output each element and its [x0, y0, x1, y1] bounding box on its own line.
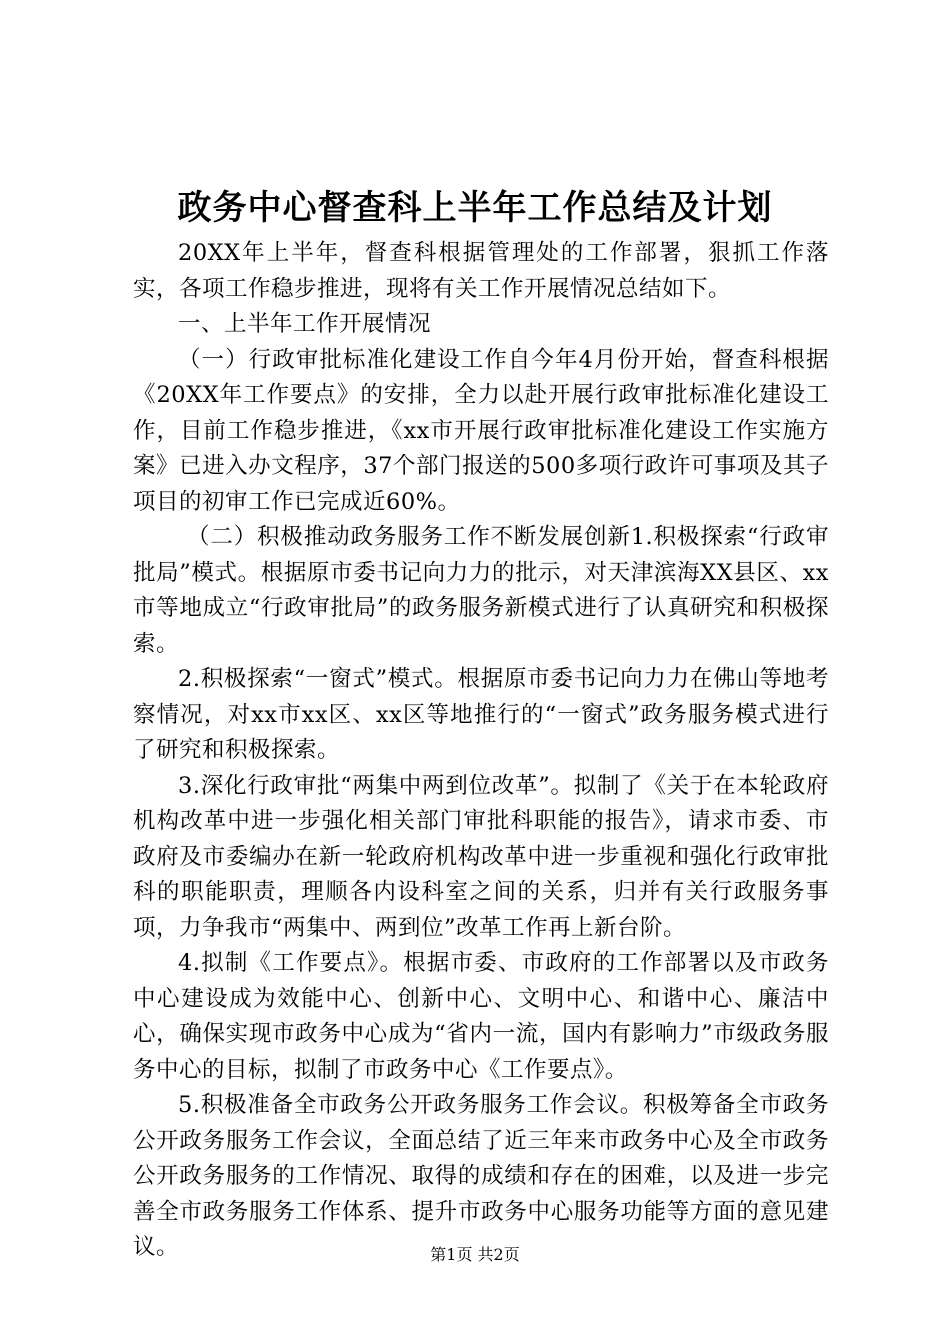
- document-title: 政务中心督查科上半年工作总结及计划: [177, 188, 773, 228]
- section-heading-1: 一、上半年工作开展情况: [178, 311, 432, 337]
- paragraph-point-3: 3.深化行政审批“两集中两到位改革”。拟制了《关于在本轮政府机构改革中进一步强化相关部门审批科职能的报告》，请求市委、市政府及市委编办在新一轮政府机构改革中进一步重视和强化行政审批科的职能职责，理顺各内设科室之间的关系，归并有关行政服务事项，力争我市“两集中、两到位”改革工作再上新台阶。: [133, 772, 829, 941]
- page-footer: 第1页 共2页: [430, 1245, 520, 1264]
- paragraph-item-2: （二）积极推动政务服务工作不断发展创新1.积极探索“行政审批局”模式。根据原市委书记向力力的批示，对天津滨海XX县区、xx市等地成立“行政审批局”的政务服务新模式进行了认真研究和积极探索。: [133, 524, 829, 657]
- paragraph-point-2: 2.积极探索“一窗式”模式。根据原市委书记向力力在佛山等地考察情况，对xx市xx区、xx区等地推行的“一窗式”政务服务模式进行了研究和积极探索。: [133, 666, 829, 763]
- paragraph-point-4: 4.拟制《工作要点》。根据市委、市政府的工作部署以及市政务中心建设成为效能中心、创新中心、文明中心、和谐中心、廉洁中心，确保实现市政务中心成为“省内一流，国内有影响力”市级政务服务中心的目标，拟制了市政务中心《工作要点》。: [133, 950, 829, 1083]
- document-body: [133, 236, 829, 1266]
- paragraph-point-5: 5.积极准备全市政务公开政务服务工作会议。积极筹备全市政务公开政务服务工作会议，全面总结了近三年来市政务中心及全市政务公开政务服务的工作情况、取得的成绩和存在的困难，以及进一步完善全市政务服务工作体系、提升市政务中心服务功能等方面的意见建议。: [133, 1092, 829, 1260]
- paragraph-item-1: （一）行政审批标准化建设工作自今年4月份开始，督查科根据《20XX年工作要点》的安排，全力以赴开展行政审批标准化建设工作，目前工作稳步推进，《xx市开展行政审批标准化建设工作实施方案》已进入办文程序，37个部门报送的500多项行政许可事项及其子项目的初审工作已完成近60%。: [133, 346, 829, 515]
- paragraph-intro: 20XX年上半年，督查科根据管理处的工作部署，狠抓工作落实，各项工作稳步推进，现将有关工作开展情况总结如下。: [133, 240, 829, 302]
